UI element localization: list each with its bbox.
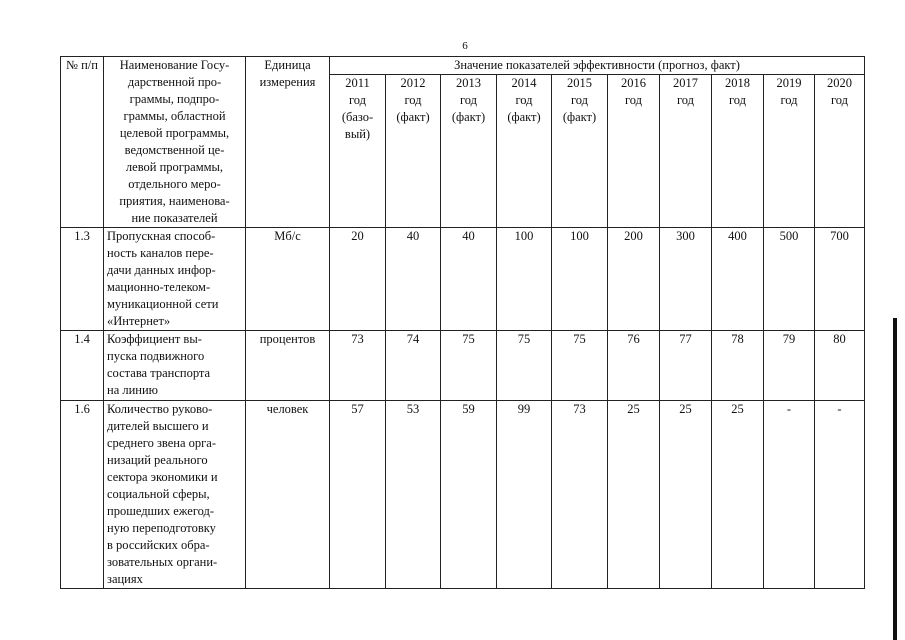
header-name-line: граммы, областной	[123, 109, 226, 123]
row-indicator-name-line: дачи данных инфор-	[107, 263, 216, 277]
row-value-2020: -	[815, 401, 865, 589]
header-year-2017	[660, 75, 712, 228]
header-values-group: Значение показателей эффективности (прогноз, факт)	[330, 57, 865, 75]
header-year-line: 2014	[511, 76, 537, 91]
row-unit: человек	[246, 401, 330, 589]
header-year-line: (факт)	[562, 110, 597, 125]
row-value-2016: 25	[608, 401, 660, 589]
header-year-line: 2015	[567, 76, 592, 91]
row-value-2012: 53	[386, 401, 441, 589]
header-year-line: 2018	[725, 76, 750, 91]
row-number: 1.3	[61, 228, 104, 331]
header-year-line: год	[515, 93, 533, 108]
row-indicator-name-line: сектора экономики и	[107, 470, 218, 484]
row-value-2017: 300	[660, 228, 712, 331]
row-indicator-name-line: пуска подвижного	[107, 349, 205, 363]
header-year-line: 2020	[827, 76, 852, 91]
row-value-2012: 74	[386, 331, 441, 401]
row-value-2020: 80	[815, 331, 865, 401]
header-year-2013	[441, 75, 497, 228]
row-indicator-name-line: прошедших ежегод-	[107, 504, 215, 518]
header-unit-line: измерения	[259, 75, 316, 89]
header-unit	[246, 57, 330, 228]
header-year-line: год	[570, 93, 589, 108]
table-row	[61, 228, 865, 331]
row-indicator-name-line: состава транспорта	[107, 366, 211, 380]
header-year-line: год	[676, 93, 695, 108]
row-value-2014: 100	[497, 228, 552, 331]
header-year-line: вый)	[344, 127, 371, 142]
header-year-line: (факт)	[396, 110, 430, 125]
header-row-1	[61, 57, 865, 75]
header-year-line: (факт)	[507, 110, 541, 125]
header-name	[104, 57, 246, 228]
row-indicator-name-line: муникационной сети	[107, 297, 219, 311]
row-value-2019: 79	[764, 331, 815, 401]
row-value-2017: 77	[660, 331, 712, 401]
row-number: 1.4	[61, 331, 104, 401]
header-year-line: год	[780, 93, 798, 108]
row-unit: Мб/с	[246, 228, 330, 331]
header-year-2011	[330, 75, 386, 228]
header-number	[61, 57, 104, 228]
row-value-2017: 25	[660, 401, 712, 589]
header-name-line: Наименование Госу-	[119, 58, 230, 72]
row-indicator-name-line: ную переподготовку	[107, 521, 216, 535]
row-value-2019: -	[764, 401, 815, 589]
table-row	[61, 331, 865, 401]
header-unit-line: Единица	[264, 58, 311, 72]
header-year-line: год	[348, 93, 367, 108]
header-name-line: целевой программы,	[119, 126, 230, 140]
header-year-2016	[608, 75, 660, 228]
row-indicator-name-line: дителей высшего и	[107, 419, 209, 433]
header-year-line: год	[830, 93, 849, 108]
row-indicator-name-line: Коэффициент вы-	[107, 332, 202, 346]
row-indicator-name-line: Пропускная способ-	[107, 229, 216, 243]
header-year-2014	[497, 75, 552, 228]
row-value-2014: 75	[497, 331, 552, 401]
performance-indicators-table	[60, 56, 865, 589]
row-indicator-name	[104, 228, 246, 331]
row-indicator-name-line: зовательных органи-	[107, 555, 218, 569]
row-value-2016: 76	[608, 331, 660, 401]
row-value-2011: 57	[330, 401, 386, 589]
row-value-2015: 73	[552, 401, 608, 589]
row-number: 1.6	[61, 401, 104, 589]
header-year-line: 2016	[621, 76, 646, 91]
row-indicator-name-line: в российских обра-	[107, 538, 210, 552]
row-indicator-name-line: зациях	[107, 572, 143, 586]
row-value-2012: 40	[386, 228, 441, 331]
row-value-2018: 78	[712, 331, 764, 401]
header-name-line: дарственной про-	[127, 75, 222, 89]
row-value-2011: 20	[330, 228, 386, 331]
header-year-line: год	[404, 93, 422, 108]
header-year-line: 2017	[673, 76, 698, 91]
row-value-2015: 75	[552, 331, 608, 401]
row-value-2013: 40	[441, 228, 497, 331]
header-year-line: 2019	[776, 76, 802, 91]
row-indicator-name-line: ность каналов пере-	[107, 246, 214, 260]
scan-edge-mark	[893, 318, 897, 640]
row-indicator-name-line: среднего звена орга-	[107, 436, 216, 450]
header-name-line: граммы, подпро-	[129, 92, 220, 106]
row-indicator-name-line: низаций реального	[107, 453, 208, 467]
row-value-2018: 25	[712, 401, 764, 589]
header-year-line: год	[459, 93, 478, 108]
header-year-2020	[815, 75, 865, 228]
header-year-line: 2013	[456, 76, 481, 91]
header-name-line: левой программы,	[125, 160, 224, 174]
header-year-2018	[712, 75, 764, 228]
page-number: 6	[462, 40, 468, 52]
header-year-line: 2011	[345, 76, 370, 91]
row-indicator-name-line: мационно-телеком-	[107, 280, 211, 294]
row-indicator-name-line: Количество руково-	[107, 402, 213, 416]
header-number-label: № п/п	[66, 58, 98, 72]
header-name-line: отдельного меро-	[128, 177, 221, 191]
header-year-line: 2012	[400, 76, 426, 91]
row-value-2018: 400	[712, 228, 764, 331]
header-year-line: (базо-	[341, 110, 374, 125]
row-value-2015: 100	[552, 228, 608, 331]
table-row	[61, 401, 865, 589]
row-value-2020: 700	[815, 228, 865, 331]
row-value-2013: 59	[441, 401, 497, 589]
row-indicator-name-line: на линию	[107, 383, 159, 397]
row-indicator-name-line: «Интернет»	[107, 314, 171, 328]
header-name-line: ние показателей	[131, 211, 218, 225]
row-indicator-name	[104, 401, 246, 589]
row-indicator-name	[104, 331, 246, 401]
header-year-line: год	[728, 93, 747, 108]
header-year-2015	[552, 75, 608, 228]
row-unit: процентов	[246, 331, 330, 401]
header-year-2012	[386, 75, 441, 228]
header-name-line: ведомственной це-	[124, 143, 225, 157]
row-value-2011: 73	[330, 331, 386, 401]
header-year-line: (факт)	[451, 110, 486, 125]
row-value-2014: 99	[497, 401, 552, 589]
header-year-2019	[764, 75, 815, 228]
row-value-2016: 200	[608, 228, 660, 331]
row-value-2013: 75	[441, 331, 497, 401]
header-name-line: приятия, наименова-	[119, 194, 230, 208]
header-year-line: год	[624, 93, 643, 108]
row-value-2019: 500	[764, 228, 815, 331]
row-indicator-name-line: социальной сферы,	[107, 487, 210, 501]
